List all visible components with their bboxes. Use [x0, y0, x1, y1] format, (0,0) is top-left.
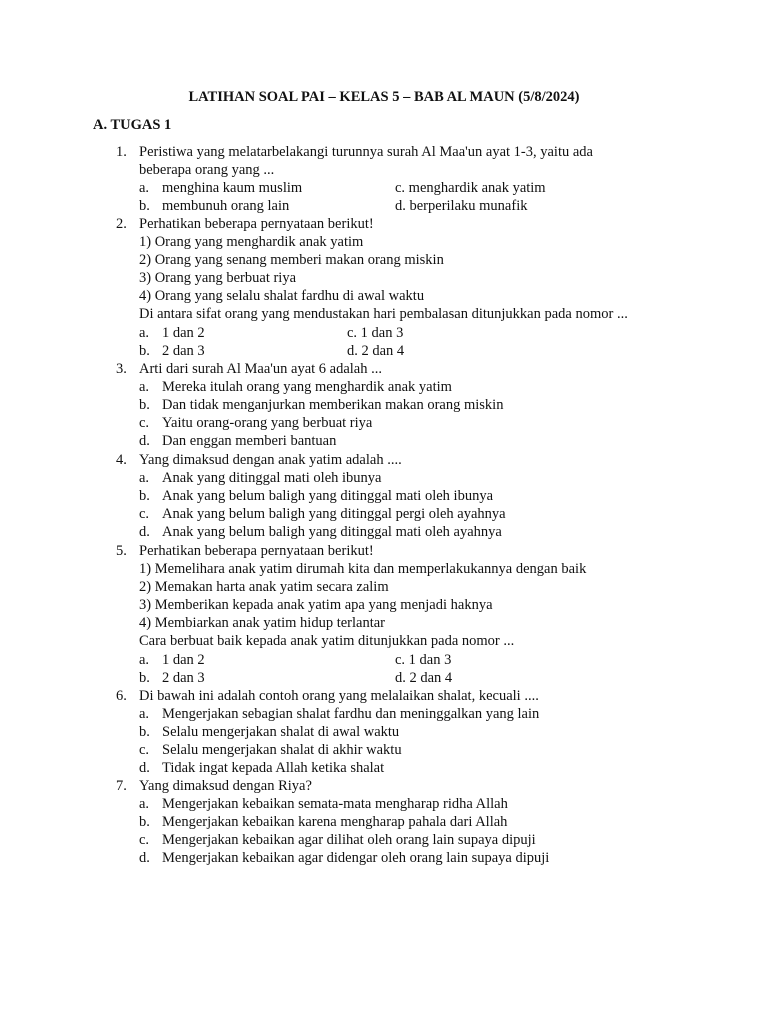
option-text: Yaitu orang-orang yang berbuat riya	[162, 415, 373, 432]
option-letter: a.	[139, 706, 150, 723]
option-row	[139, 651, 676, 669]
option-a	[139, 795, 676, 813]
question-number: 5.	[116, 543, 127, 559]
option-text: d. berperilaku munafik	[395, 198, 528, 215]
option-letter: a.	[139, 180, 150, 197]
option-letter: a.	[139, 379, 150, 396]
question-2	[116, 215, 676, 360]
question-text: Di bawah ini adalah contoh orang yang melalaikan shalat, kecuali ....	[139, 688, 539, 704]
option-letter: d.	[139, 524, 150, 541]
question-3	[116, 360, 676, 450]
option-row	[139, 342, 676, 360]
option-b	[139, 487, 676, 505]
option-letter: c.	[139, 742, 150, 759]
option-letter: a.	[139, 470, 150, 487]
option-row	[139, 179, 676, 197]
statement-line: 4) Orang yang selalu shalat fardhu di awal waktu	[139, 288, 425, 305]
section-heading: A. TUGAS 1	[93, 117, 172, 133]
option-letter: b.	[139, 488, 150, 505]
option-c	[139, 414, 676, 432]
question-text: Perhatikan beberapa pernyataan berikut!	[139, 216, 374, 232]
question-5	[116, 542, 676, 687]
option-row	[139, 197, 676, 215]
option-text: Dan enggan memberi bantuan	[162, 433, 337, 450]
option-b	[139, 396, 676, 414]
option-letter: c.	[139, 832, 150, 849]
question-text: Cara berbuat baik kepada anak yatim ditunjukkan pada nomor ...	[139, 633, 515, 650]
option-letter: d.	[139, 433, 150, 450]
question-number: 7.	[116, 778, 127, 794]
option-letter: b.	[139, 397, 150, 414]
option-d	[139, 523, 676, 541]
statement-line: 2) Memakan harta anak yatim secara zalim	[139, 579, 389, 596]
option-letter: a.	[139, 796, 150, 813]
question-number: 4.	[116, 452, 127, 468]
question-text: Perhatikan beberapa pernyataan berikut!	[139, 543, 374, 559]
option-text: 2 dan 3	[162, 669, 205, 686]
option-text: menghina kaum muslim	[162, 180, 303, 197]
option-text: Selalu mengerjakan shalat di awal waktu	[162, 724, 400, 741]
option-a	[139, 378, 676, 396]
question-text: Di antara sifat orang yang mendustakan hari pembalasan ditunjukkan pada nomor ...	[139, 306, 628, 323]
question-number: 2.	[116, 216, 127, 232]
question-6	[116, 687, 676, 777]
option-text: membunuh orang lain	[162, 198, 290, 215]
statement-line: 1) Memelihara anak yatim dirumah kita dan memperlakukannya dengan baik	[139, 561, 587, 578]
option-d	[139, 759, 676, 777]
option-text: Mengerjakan sebagian shalat fardhu dan meninggalkan yang lain	[162, 706, 540, 723]
question-7	[116, 777, 676, 867]
option-letter: a.	[139, 324, 150, 341]
question-text: Arti dari surah Al Maa'un ayat 6 adalah ...	[139, 361, 382, 377]
option-text: Mereka itulah orang yang menghardik anak yatim	[162, 379, 452, 396]
question-number: 1.	[116, 144, 127, 160]
option-text: Mengerjakan kebaikan agar didengar oleh orang lain supaya dipuji	[162, 850, 550, 867]
option-text: Mengerjakan kebaikan agar dilihat oleh orang lain supaya dipuji	[162, 832, 536, 849]
option-row	[139, 324, 676, 342]
option-c	[139, 505, 676, 523]
option-letter: b.	[139, 814, 150, 831]
option-d	[139, 432, 676, 450]
option-text: Selalu mengerjakan shalat di akhir waktu	[162, 742, 402, 759]
option-text: Anak yang belum baligh yang ditinggal pergi oleh ayahnya	[162, 506, 506, 523]
option-text: 1 dan 2	[162, 651, 205, 668]
option-text: 2 dan 3	[162, 342, 205, 359]
question-text: Yang dimaksud dengan Riya?	[139, 778, 312, 794]
option-letter: a.	[139, 651, 150, 668]
option-b	[139, 723, 676, 741]
option-c	[139, 831, 676, 849]
question-4	[116, 451, 676, 541]
option-b	[139, 813, 676, 831]
option-text: c. 1 dan 3	[395, 651, 452, 668]
question-text: Peristiwa yang melatarbelakangi turunnya surah Al Maa'un ayat 1-3, yaitu ada	[139, 144, 593, 160]
option-text: c. 1 dan 3	[347, 324, 404, 341]
question-text: Yang dimaksud dengan anak yatim adalah ....	[139, 452, 402, 468]
option-letter: d.	[139, 850, 150, 867]
option-letter: c.	[139, 506, 150, 523]
statement-line: 4) Membiarkan anak yatim hidup terlantar	[139, 615, 386, 632]
option-letter: b.	[139, 724, 150, 741]
option-text: Mengerjakan kebaikan semata-mata mengharap ridha Allah	[162, 796, 508, 813]
option-text: 1 dan 2	[162, 324, 205, 341]
option-text: d. 2 dan 4	[395, 669, 453, 686]
option-letter: b.	[139, 669, 150, 686]
question-1	[116, 143, 676, 215]
document-title: LATIHAN SOAL PAI – KELAS 5 – BAB AL MAUN (5/8/2024)	[188, 89, 580, 105]
question-number: 6.	[116, 688, 127, 704]
option-text: Anak yang belum baligh yang ditinggal mati oleh ibunya	[162, 488, 494, 505]
question-text: beberapa orang yang ...	[139, 162, 275, 179]
statement-line: 3) Orang yang berbuat riya	[139, 270, 297, 287]
option-text: Mengerjakan kebaikan karena mengharap pahala dari Allah	[162, 814, 508, 831]
option-letter: d.	[139, 760, 150, 777]
option-text: Anak yang ditinggal mati oleh ibunya	[162, 470, 382, 487]
option-letter: c.	[139, 415, 150, 432]
option-letter: b.	[139, 198, 150, 215]
option-text: Tidak ingat kepada Allah ketika shalat	[162, 760, 385, 777]
option-d	[139, 849, 676, 867]
option-a	[139, 705, 676, 723]
question-number: 3.	[116, 361, 127, 377]
option-letter: b.	[139, 342, 150, 359]
option-text: c. menghardik anak yatim	[395, 180, 546, 197]
option-c	[139, 741, 676, 759]
statement-line: 2) Orang yang senang memberi makan orang miskin	[139, 252, 444, 269]
option-row	[139, 669, 676, 687]
option-text: Dan tidak menganjurkan memberikan makan orang miskin	[162, 397, 504, 414]
option-text: Anak yang belum baligh yang ditinggal mati oleh ayahnya	[162, 524, 502, 541]
statement-line: 1) Orang yang menghardik anak yatim	[139, 234, 364, 251]
option-a	[139, 469, 676, 487]
option-text: d. 2 dan 4	[347, 342, 405, 359]
statement-line: 3) Memberikan kepada anak yatim apa yang menjadi haknya	[139, 597, 493, 614]
